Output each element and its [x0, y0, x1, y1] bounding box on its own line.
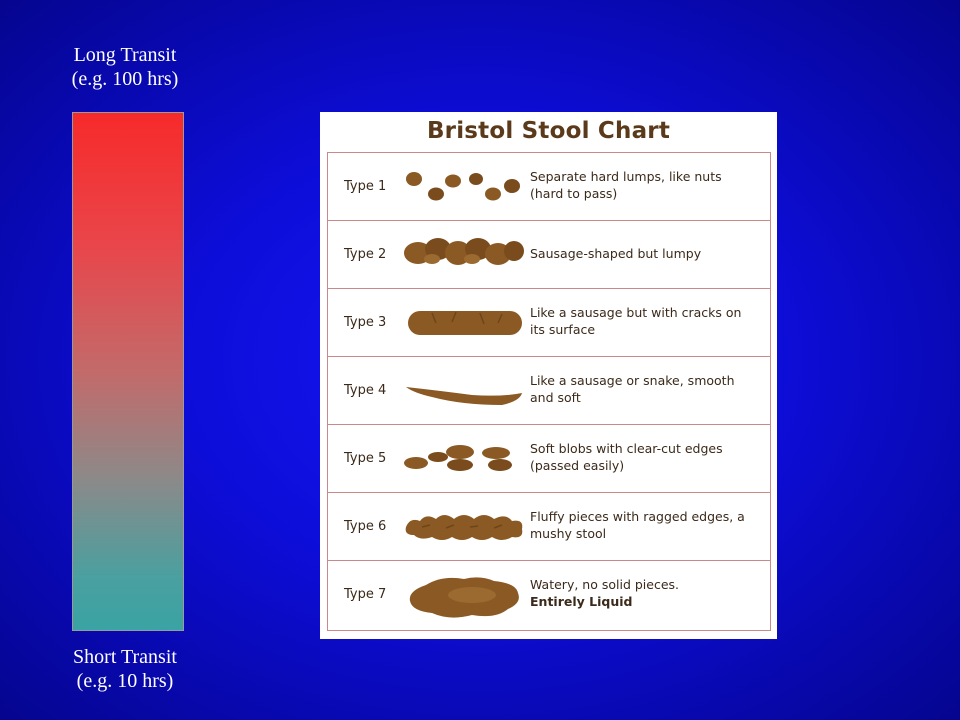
stool-type-1-icon: [402, 157, 528, 217]
type-description: [530, 372, 766, 406]
chart-row-type-5: [328, 425, 770, 493]
stool-type-3-icon: [402, 293, 528, 353]
stool-type-5-icon: [402, 429, 528, 489]
chart-row-type-2: [328, 221, 770, 289]
short-transit-example: (e.g. 10 hrs): [76, 670, 174, 692]
desc-line: Like a sausage or snake, smooth: [530, 373, 735, 388]
stool-type-7-icon: [402, 565, 528, 625]
desc-line-emphasis: Entirely Liquid: [530, 594, 633, 609]
desc-line: Watery, no solid pieces.: [530, 577, 679, 592]
bristol-stool-chart: [320, 112, 777, 639]
chart-row-type-7: [328, 561, 770, 629]
chart-table: [327, 152, 771, 631]
stool-type-4-icon: [402, 361, 528, 421]
desc-line: Sausage-shaped but lumpy: [530, 246, 702, 261]
long-transit-label: [50, 43, 200, 91]
desc-line: (passed easily): [530, 458, 625, 473]
type-description: [530, 245, 766, 262]
stool-type-6-icon: [402, 497, 528, 557]
type-label: Type 4: [344, 383, 387, 398]
desc-line: its surface: [530, 322, 596, 337]
chart-title: Bristol Stool Chart: [426, 118, 671, 144]
stool-type-2-icon: [402, 225, 528, 285]
chart-row-type-1: [328, 153, 770, 221]
type-description: [530, 168, 766, 202]
short-transit-label: [50, 645, 200, 693]
type-description: [530, 440, 766, 474]
type-label: Type 1: [344, 179, 387, 194]
short-transit-text: Short Transit: [73, 646, 177, 668]
chart-row-type-6: [328, 493, 770, 561]
chart-row-type-3: [328, 289, 770, 357]
type-label: Type 5: [344, 451, 387, 466]
desc-line: Like a sausage but with cracks on: [530, 305, 742, 320]
type-label: Type 2: [344, 247, 387, 262]
type-label: Type 7: [344, 587, 387, 602]
type-label: Type 3: [344, 315, 387, 330]
desc-line: (hard to pass): [530, 186, 618, 201]
transit-gradient-bar: [72, 112, 184, 631]
long-transit-example: (e.g. 100 hrs): [71, 68, 179, 90]
type-description: [530, 576, 766, 610]
type-label: Type 6: [344, 519, 387, 534]
chart-row-type-4: [328, 357, 770, 425]
type-description: [530, 304, 766, 338]
type-description: [530, 508, 766, 542]
desc-line: Soft blobs with clear-cut edges: [530, 441, 723, 456]
desc-line: mushy stool: [530, 526, 607, 541]
desc-line: and soft: [530, 390, 581, 405]
desc-line: Fluffy pieces with ragged edges, a: [530, 509, 745, 524]
long-transit-text: Long Transit: [73, 44, 177, 66]
desc-line: Separate hard lumps, like nuts: [530, 169, 722, 184]
